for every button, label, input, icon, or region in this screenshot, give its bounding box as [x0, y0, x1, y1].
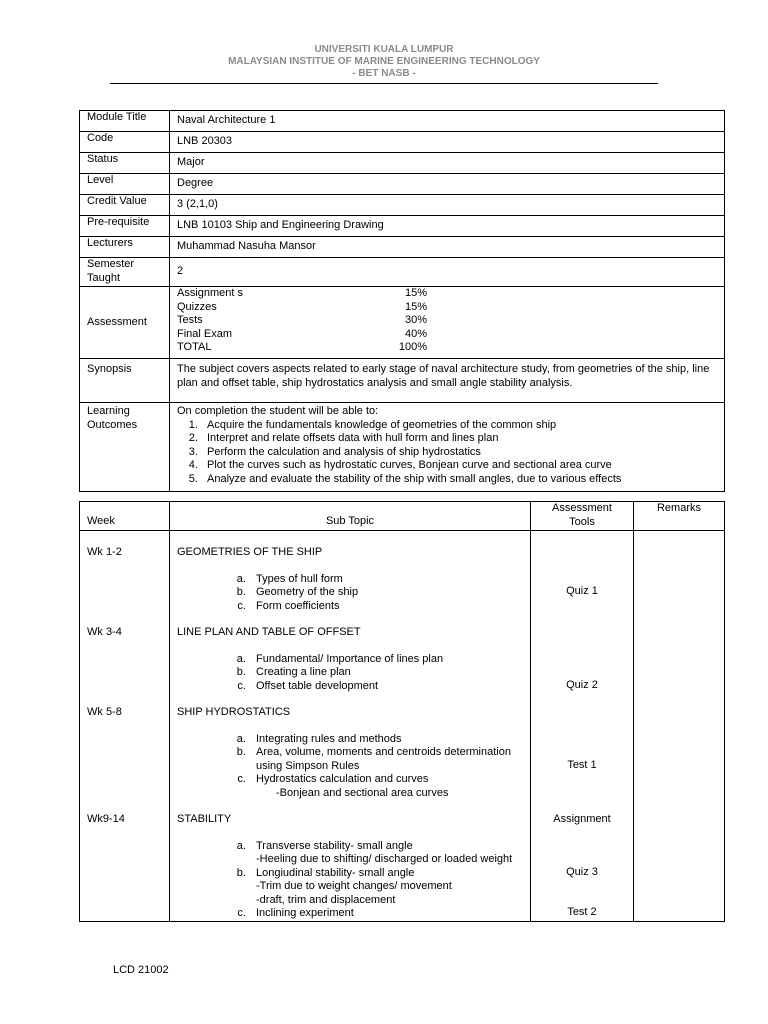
code-label: Code	[80, 132, 170, 153]
list-item: b. Longiudinal stability- small angle -Trim due to weight changes/ movement -draft, trim and displacement	[249, 867, 530, 908]
list-item: c. Hydrostatics calculation and curves -Bonjean and sectional area curves	[249, 773, 530, 800]
document-header	[110, 44, 658, 80]
level-label: Level	[80, 174, 170, 195]
semester-label: Semester Taught	[80, 258, 170, 287]
status-value: Major	[170, 153, 725, 174]
topic-list	[177, 573, 530, 614]
topic-list	[177, 653, 530, 694]
topic-title: LINE PLAN AND TABLE OF OFFSET	[177, 626, 361, 638]
list-item: a. Transverse stability- small angle -Heeling due to shifting/ discharged or loaded weight	[249, 840, 530, 867]
subtopic-header: Sub Topic	[170, 502, 531, 531]
prereq-label: Pre-requisite	[80, 216, 170, 237]
prereq-value: LNB 10103 Ship and Engineering Drawing	[170, 216, 725, 237]
list-item: 5. Analyze and evaluate the stability of the ship with small angles, due to various effects	[201, 473, 724, 487]
outcomes-content	[170, 403, 725, 492]
tool-assignment: Assignment	[553, 813, 611, 825]
program-name: - BET NASB -	[352, 68, 416, 79]
level-value: Degree	[170, 174, 725, 195]
outcomes-intro: On completion the student will be able to:	[177, 405, 379, 417]
week-label: Wk 3-4	[87, 626, 122, 638]
code-value: LNB 20303	[170, 132, 725, 153]
lecturers-label: Lecturers	[80, 237, 170, 258]
week-header: Week	[80, 502, 170, 531]
week-label: Wk 1-2	[87, 546, 122, 558]
week-label: Wk 5-8	[87, 706, 122, 718]
topic-title: GEOMETRIES OF THE SHIP	[177, 546, 323, 558]
lecturers-value: Muhammad Nasuha Mansor	[170, 237, 725, 258]
tool-quiz1: Quiz 1	[566, 585, 598, 597]
list-item: 1. Acquire the fundamentals knowledge of geometries of the common ship	[201, 419, 724, 433]
assessment-row: Tests 30%	[177, 314, 427, 326]
module-title-label: Module Title	[80, 111, 170, 132]
tools-column	[531, 531, 634, 922]
tool-test2: Test 2	[567, 906, 597, 918]
topic-block	[177, 626, 530, 706]
assessment-label: Assessment	[80, 287, 170, 359]
synopsis-label: Synopsis	[80, 359, 170, 403]
list-item: b. Area, volume, moments and centroids determination using Simpson Rules	[249, 746, 530, 773]
assessment-row: Assignment s 15%	[177, 287, 427, 299]
tools-header: Assessment Tools	[531, 502, 634, 531]
week-column	[80, 531, 170, 922]
assessment-breakdown	[170, 287, 725, 359]
topic-list	[177, 733, 530, 801]
semester-value: 2	[170, 258, 725, 287]
list-item: b. Geometry of the ship	[249, 586, 530, 600]
remarks-column	[634, 531, 725, 922]
topic-block	[177, 706, 530, 813]
list-item: 2. Interpret and relate offsets data with hull form and lines plan	[201, 432, 724, 446]
week-label: Wk9-14	[87, 813, 125, 825]
list-item: a. Fundamental/ Importance of lines plan	[249, 653, 530, 667]
tool-test1: Test 1	[567, 759, 597, 771]
list-item: a. Integrating rules and methods	[249, 733, 530, 747]
list-item: c. Inclining experiment	[249, 907, 530, 921]
list-item: c. Form coefficients	[249, 600, 530, 614]
outcomes-label: Learning Outcomes	[80, 403, 170, 492]
footer-code: LCD 21002	[113, 964, 169, 976]
outcomes-list	[177, 419, 724, 487]
list-item: a. Types of hull form	[249, 573, 530, 587]
synopsis-text: The subject covers aspects related to early stage of naval architecture study, from geometries of the ship, line plan and offset table, ship hydrostatics analysis and small angle stability analysis.	[170, 359, 725, 403]
topic-block	[177, 813, 530, 921]
remarks-header: Remarks	[634, 502, 725, 531]
topic-block	[177, 546, 530, 626]
schedule-table	[79, 501, 725, 922]
institute-name: MALAYSIAN INSTITUE OF MARINE ENGINEERING TECHNOLOGY	[228, 56, 540, 67]
assessment-row: TOTAL 100%	[177, 341, 427, 353]
tool-quiz3: Quiz 3	[566, 866, 598, 878]
credit-value: 3 (2,1,0)	[170, 195, 725, 216]
list-item: 4. Plot the curves such as hydrostatic curves, Bonjean curve and sectional area curve	[201, 459, 724, 473]
list-item: 3. Perform the calculation and analysis of ship hydrostatics	[201, 446, 724, 460]
list-item: b. Creating a line plan	[249, 666, 530, 680]
topic-title: SHIP HYDROSTATICS	[177, 706, 291, 718]
list-item: c. Offset table development	[249, 680, 530, 694]
module-info-table	[79, 110, 725, 492]
tool-quiz2: Quiz 2	[566, 679, 598, 691]
university-name: UNIVERSITI KUALA LUMPUR	[314, 44, 454, 55]
assessment-row: Quizzes 15%	[177, 300, 427, 313]
status-label: Status	[80, 153, 170, 174]
topic-list	[177, 840, 530, 921]
header-divider	[110, 83, 658, 84]
module-title-value: Naval Architecture 1	[170, 111, 725, 132]
topic-title: STABILITY	[177, 813, 232, 825]
subtopic-column	[170, 531, 531, 922]
assessment-row: Final Exam 40%	[177, 327, 427, 340]
credit-label: Credit Value	[80, 195, 170, 216]
